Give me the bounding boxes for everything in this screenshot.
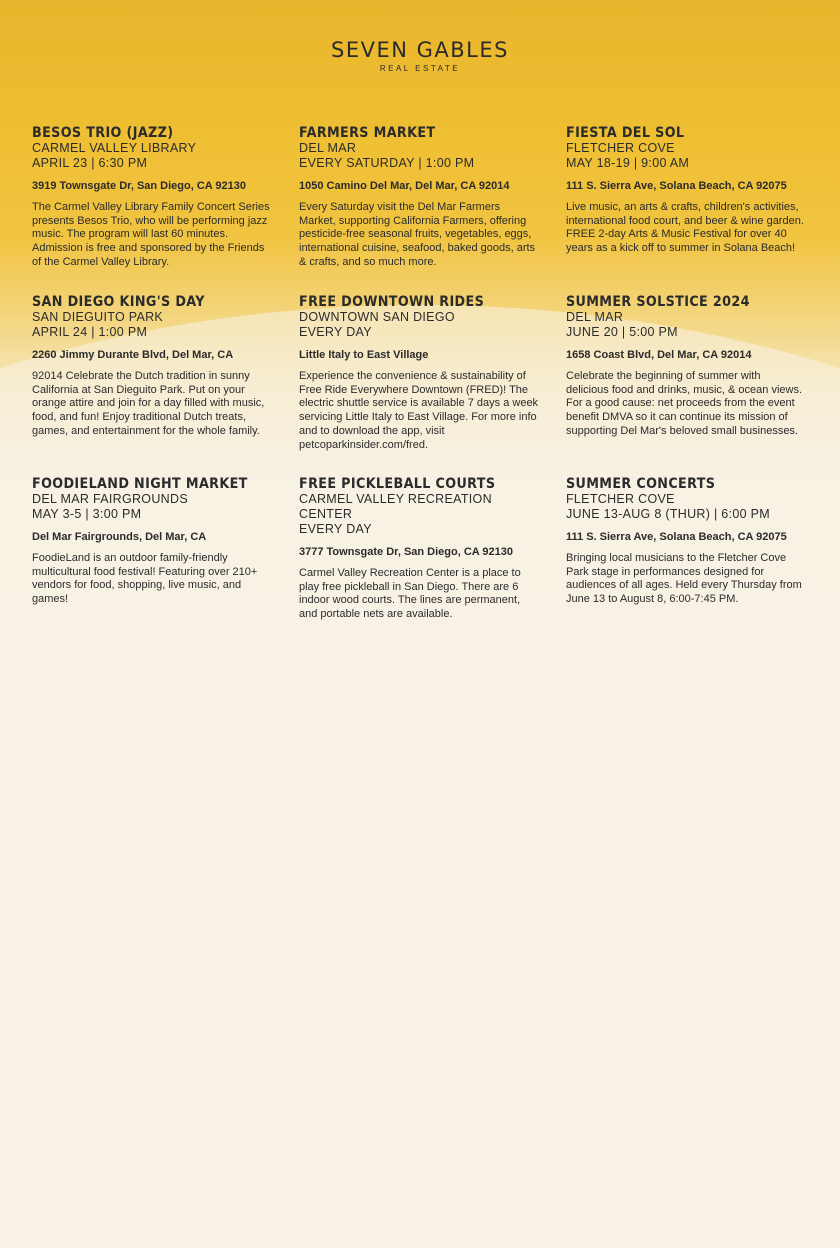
event-datetime: APRIL 23 | 6:30 PM xyxy=(32,156,148,170)
event-datetime: JUNE 13-AUG 8 (THUR) | 6:00 PM xyxy=(566,507,770,521)
event-title: BESOS TRIO (JAZZ) xyxy=(32,125,174,141)
event-venue: FLETCHER COVE xyxy=(566,492,675,506)
event-description: The Carmel Valley Library Family Concert Series presents Besos Trio, who will be performing jazz music. The program will last 60 minutes. Admission is free and sponsored by the Friends of the Carmel Valley Library. xyxy=(32,201,270,268)
event-card xyxy=(566,294,806,476)
event-title: SUMMER SOLSTICE 2024 xyxy=(566,294,750,310)
event-address: 111 S. Sierra Ave, Solana Beach, CA 92075 xyxy=(566,180,787,192)
event-title: SUMMER CONCERTS xyxy=(566,476,716,492)
brand-tagline: REAL ESTATE xyxy=(379,64,461,73)
event-description: Carmel Valley Recreation Center is a place to play free pickleball in San Diego. There are 6 indoor wood courts. The lines are permanent, and portable nets are available. xyxy=(299,567,521,621)
event-title: FARMERS MARKET xyxy=(299,125,436,141)
event-title: FIESTA DEL SOL xyxy=(566,125,685,141)
brand-header xyxy=(0,38,840,73)
event-card xyxy=(299,476,539,626)
event-datetime: EVERY SATURDAY | 1:00 PM xyxy=(299,156,475,170)
event-description: Celebrate the beginning of summer with delicious food and drinks, music, & ocean views. For a good cause: net proceeds from the event benefit DMVA so it can continue its mission of supporting Del Mar's beloved small businesses. xyxy=(566,370,803,437)
event-venue: DEL MAR FAIRGROUNDS xyxy=(32,492,188,506)
event-description: FoodieLand is an outdoor family-friendly multicultural food festival! Featuring over 210+ vendors for food, shopping, live music, and games! xyxy=(32,552,258,606)
event-card xyxy=(32,125,272,294)
event-datetime: APRIL 24 | 1:00 PM xyxy=(32,325,148,339)
event-card xyxy=(32,476,272,626)
event-title: FOODIELAND NIGHT MARKET xyxy=(32,476,248,492)
event-card xyxy=(566,125,806,294)
event-venue: CARMEL VALLEY LIBRARY xyxy=(32,141,197,155)
event-datetime: MAY 18-19 | 9:00 AM xyxy=(566,156,690,170)
event-title: FREE PICKLEBALL COURTS xyxy=(299,476,496,492)
event-address: 3919 Townsgate Dr, San Diego, CA 92130 xyxy=(32,180,246,192)
event-card xyxy=(299,294,539,476)
event-venue: DOWNTOWN SAN DIEGO xyxy=(299,310,455,324)
event-address: 3777 Townsgate Dr, San Diego, CA 92130 xyxy=(299,546,513,558)
event-card xyxy=(299,125,539,294)
event-description: Every Saturday visit the Del Mar Farmers Market, supporting California Farmers, offering pesticide-free seasonal fruits, vegetables, eggs, international cuisine, seafood, baked goods, arts & crafts, and so much more. xyxy=(299,201,536,268)
event-address: 1658 Coast Blvd, Del Mar, CA 92014 xyxy=(566,349,752,361)
event-venue: DEL MAR xyxy=(566,310,624,324)
event-datetime: EVERY DAY xyxy=(299,522,372,536)
event-description: 92014 Celebrate the Dutch tradition in sunny California at San Dieguito Park. Put on your orange attire and join for a day filled with music, food, and fun! Enjoy traditional Dutch treats, games, and entertainment for the whole family. xyxy=(32,370,265,437)
event-title: FREE DOWNTOWN RIDES xyxy=(299,294,485,310)
event-title: SAN DIEGO KING'S DAY xyxy=(32,294,205,310)
event-venue: DEL MAR xyxy=(299,141,357,155)
event-address: Little Italy to East Village xyxy=(299,349,429,361)
event-description: Experience the convenience & sustainability of Free Ride Everywhere Downtown (FRED)! The electric shuttle service is available 7 days a week servicing Little Italy to East Village. For more info and to download the app, visit petcoparkinsider.com/fred. xyxy=(299,370,539,451)
event-description: Live music, an arts & crafts, children's activities, international food court, and beer & wine garden. FREE 2-day Arts & Music Festival for over 40 years as a kick off to summer in Solana Beach! xyxy=(566,201,804,255)
event-datetime: EVERY DAY xyxy=(299,325,372,339)
events-grid xyxy=(32,125,806,626)
event-address: 2260 Jimmy Durante Blvd, Del Mar, CA xyxy=(32,349,234,361)
event-venue: CARMEL VALLEY RECREATION CENTER xyxy=(299,492,492,521)
event-venue: SAN DIEGUITO PARK xyxy=(32,310,164,324)
event-address: 1050 Camino Del Mar, Del Mar, CA 92014 xyxy=(299,180,510,192)
event-datetime: MAY 3-5 | 3:00 PM xyxy=(32,507,142,521)
event-address: 111 S. Sierra Ave, Solana Beach, CA 92075 xyxy=(566,531,787,543)
event-venue: FLETCHER COVE xyxy=(566,141,675,155)
brand-name: SEVEN GABLES xyxy=(331,38,509,62)
event-address: Del Mar Fairgrounds, Del Mar, CA xyxy=(32,531,207,543)
event-description: Bringing local musicians to the Fletcher Cove Park stage in performances designed for audiences of all ages. Held every Thursday from June 13 to August 8, 6:00-7:45 PM. xyxy=(566,552,802,606)
event-datetime: JUNE 20 | 5:00 PM xyxy=(566,325,678,339)
event-card xyxy=(32,294,272,476)
event-card xyxy=(566,476,806,626)
